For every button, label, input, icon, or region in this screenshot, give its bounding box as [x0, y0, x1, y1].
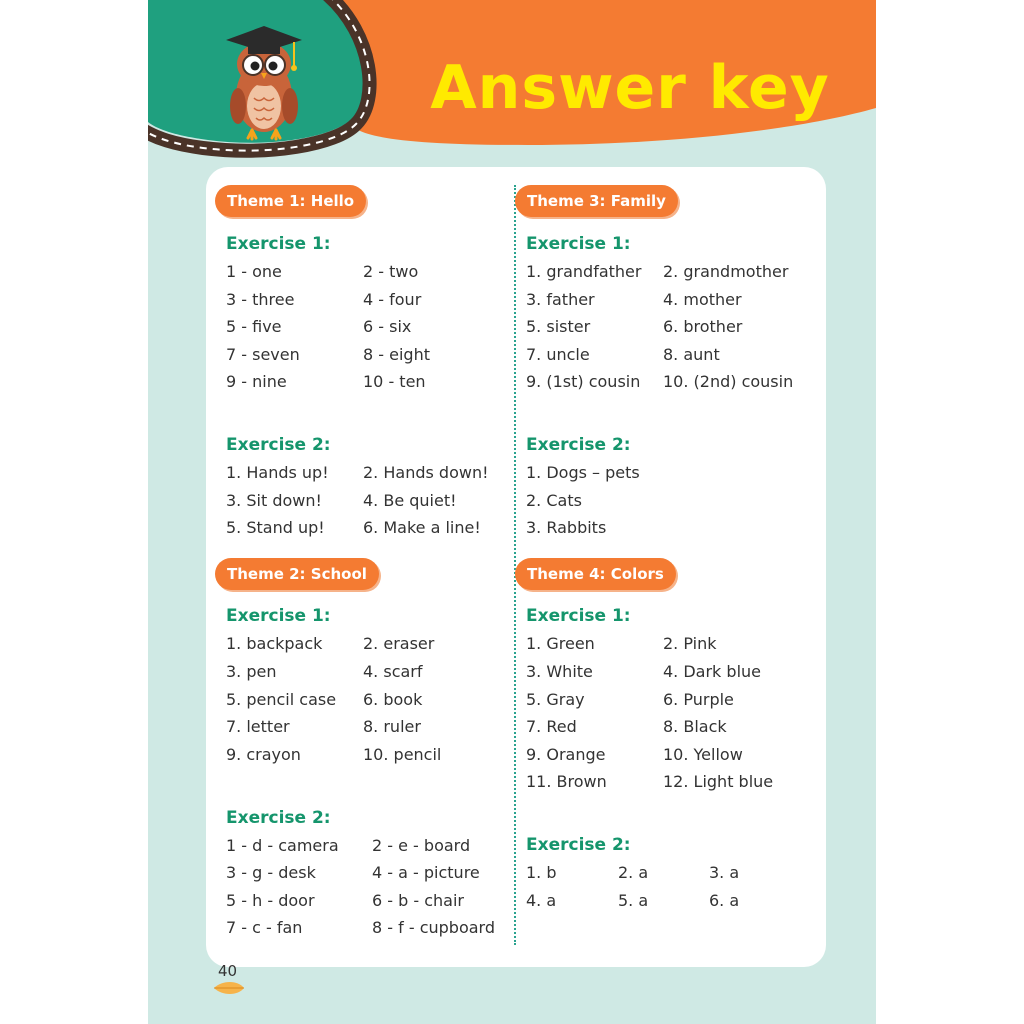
answer-item: 6. brother	[663, 317, 743, 336]
answer-item: 9. Orange	[526, 745, 606, 764]
answer-item: 2. Pink	[663, 634, 717, 653]
theme-1-exercise-2-title: Exercise 2:	[226, 435, 331, 455]
theme-2-exercise-2-title: Exercise 2:	[226, 808, 331, 828]
answer-item: 7 - seven	[226, 345, 300, 364]
answer-item: 6 - b - chair	[372, 891, 464, 910]
theme-4-exercise-1-title: Exercise 1:	[526, 606, 631, 626]
answer-item: 4. a	[526, 891, 557, 910]
answer-item: 1. Green	[526, 634, 595, 653]
answer-item: 3. Rabbits	[526, 518, 607, 537]
answer-item: 6. Purple	[663, 690, 734, 709]
answer-item: 3 - three	[226, 290, 295, 309]
answer-item: 6. a	[709, 891, 740, 910]
answer-item: 6. Make a line!	[363, 518, 481, 537]
page-number: 40	[218, 962, 238, 980]
answer-item: 10. (2nd) cousin	[663, 372, 794, 391]
answer-item: 1. Hands up!	[226, 463, 329, 482]
answer-item: 1 - one	[226, 262, 282, 281]
answer-item: 8. ruler	[363, 717, 421, 736]
answer-item: 4. Dark blue	[663, 662, 761, 681]
answer-item: 4. Be quiet!	[363, 491, 457, 510]
answer-item: 10 - ten	[363, 372, 426, 391]
answer-item: 2. a	[618, 863, 649, 882]
answer-item: 4. mother	[663, 290, 742, 309]
theme-1-exercise-1-title: Exercise 1:	[226, 234, 331, 254]
answer-item: 11. Brown	[526, 772, 607, 791]
answer-item: 7. Red	[526, 717, 577, 736]
answer-item: 3. a	[709, 863, 740, 882]
answer-key-page	[148, 0, 876, 1024]
answer-item: 5 - h - door	[226, 891, 315, 910]
answer-item: 10. Yellow	[663, 745, 743, 764]
theme-3-exercise-1-title: Exercise 1:	[526, 234, 631, 254]
theme-3-exercise-2-title: Exercise 2:	[526, 435, 631, 455]
answer-item: 3. pen	[226, 662, 277, 681]
answer-item: 4 - four	[363, 290, 422, 309]
answer-item: 8. aunt	[663, 345, 720, 364]
answer-item: 2. Hands down!	[363, 463, 489, 482]
theme-4-exercise-2-title: Exercise 2:	[526, 835, 631, 855]
theme-2-exercise-1-title: Exercise 1:	[226, 606, 331, 626]
answer-item: 1. backpack	[226, 634, 323, 653]
leaf-icon	[212, 980, 246, 996]
answer-item: 5. Stand up!	[226, 518, 325, 537]
answer-item: 1. Dogs – pets	[526, 463, 640, 482]
answer-item: 12. Light blue	[663, 772, 774, 791]
answer-item: 5. sister	[526, 317, 591, 336]
answer-item: 3. Sit down!	[226, 491, 322, 510]
answer-item: 5. a	[618, 891, 649, 910]
answer-item: 2 - two	[363, 262, 419, 281]
answer-item: 5 - five	[226, 317, 282, 336]
answer-item: 3 - g - desk	[226, 863, 316, 882]
answer-item: 3. White	[526, 662, 593, 681]
answer-item: 1. b	[526, 863, 557, 882]
answer-item: 9. (1st) cousin	[526, 372, 641, 391]
owl-mascot-icon	[224, 18, 308, 142]
answer-item: 10. pencil	[363, 745, 442, 764]
answer-item: 8 - f - cupboard	[372, 918, 495, 937]
answer-item: 7. uncle	[526, 345, 590, 364]
answer-item: 9 - nine	[226, 372, 287, 391]
answer-item: 2. Cats	[526, 491, 582, 510]
answer-item: 4. scarf	[363, 662, 423, 681]
answer-item: 6. book	[363, 690, 423, 709]
answer-item: 2. grandmother	[663, 262, 789, 281]
answer-item: 8. Black	[663, 717, 727, 736]
theme-4-badge: Theme 4: Colors	[515, 558, 676, 590]
answer-item: 5. Gray	[526, 690, 585, 709]
answer-item: 9. crayon	[226, 745, 301, 764]
answer-item: 2 - e - board	[372, 836, 471, 855]
answer-item: 2. eraser	[363, 634, 435, 653]
theme-1-badge: Theme 1: Hello	[215, 185, 366, 217]
page-title: Answer key	[430, 53, 830, 123]
answer-item: 3. father	[526, 290, 595, 309]
answer-item: 4 - a - picture	[372, 863, 480, 882]
answer-item: 7. letter	[226, 717, 290, 736]
answer-item: 7 - c - fan	[226, 918, 303, 937]
answer-item: 1 - d - camera	[226, 836, 339, 855]
theme-3-badge: Theme 3: Family	[515, 185, 678, 217]
answer-item: 5. pencil case	[226, 690, 337, 709]
answer-item: 6 - six	[363, 317, 412, 336]
answer-item: 1. grandfather	[526, 262, 642, 281]
column-divider	[514, 185, 516, 945]
answer-item: 8 - eight	[363, 345, 430, 364]
theme-2-badge: Theme 2: School	[215, 558, 379, 590]
